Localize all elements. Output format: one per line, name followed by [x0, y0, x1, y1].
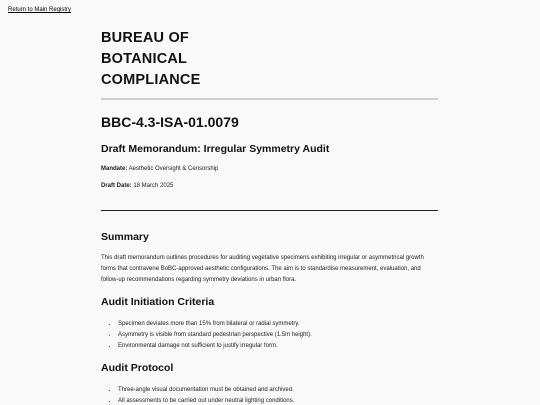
protocol-heading: Audit Protocol	[101, 362, 174, 374]
protocol-list	[101, 385, 438, 405]
mandate-label: Mandate:	[101, 166, 128, 172]
summary-text: This draft memorandum outlines procedures for auditing vegetative specimens exhibiting irregular or asymmetrical growth forms that contravene BoBC-approved aesthetic configurations. The aim is to standardise measurement, evaluation, and follow-up recommendations regarding symmetry deviations in urban flora.	[101, 255, 424, 283]
summary-heading: Summary	[101, 231, 149, 243]
bureau-line-1: BUREAU OF	[101, 30, 189, 46]
bureau-line-2: BOTANICAL	[101, 51, 188, 67]
criteria-list	[101, 319, 438, 352]
mandate-value: Aesthetic Oversight & Censorship	[127, 166, 219, 172]
criteria-item: • Asymmetry is visible from standard pedestrian perspective (1.5m height).	[118, 330, 438, 341]
criteria-heading: Audit Initiation Criteria	[101, 296, 215, 308]
header-divider	[101, 98, 438, 100]
bureau-name	[101, 28, 438, 91]
draft-date-label: Draft Date:	[101, 183, 132, 189]
return-to-registry-link[interactable]: Return to Main Registry	[8, 7, 72, 13]
protocol-item: • Three-angle visual documentation must be obtained and archived.	[118, 385, 438, 396]
protocol-item: • All assessments to be carried out under neutral lighting conditions.	[118, 396, 438, 405]
draft-date-line	[101, 182, 438, 190]
memo-document	[101, 28, 438, 405]
section-divider	[101, 210, 438, 211]
draft-date-value: 18 March 2025	[131, 183, 174, 189]
criteria-item: • Specimen deviates more than 15% from bilateral or radial symmetry.	[118, 319, 438, 330]
criteria-item: • Environmental damage not sufficient to justify irregular form.	[118, 341, 438, 352]
mandate-line	[101, 165, 438, 173]
bureau-line-3: COMPLIANCE	[101, 72, 201, 88]
document-id: BBC-4.3-ISA-01.0079	[101, 114, 239, 130]
document-title: Draft Memorandum: Irregular Symmetry Audit	[101, 143, 330, 155]
